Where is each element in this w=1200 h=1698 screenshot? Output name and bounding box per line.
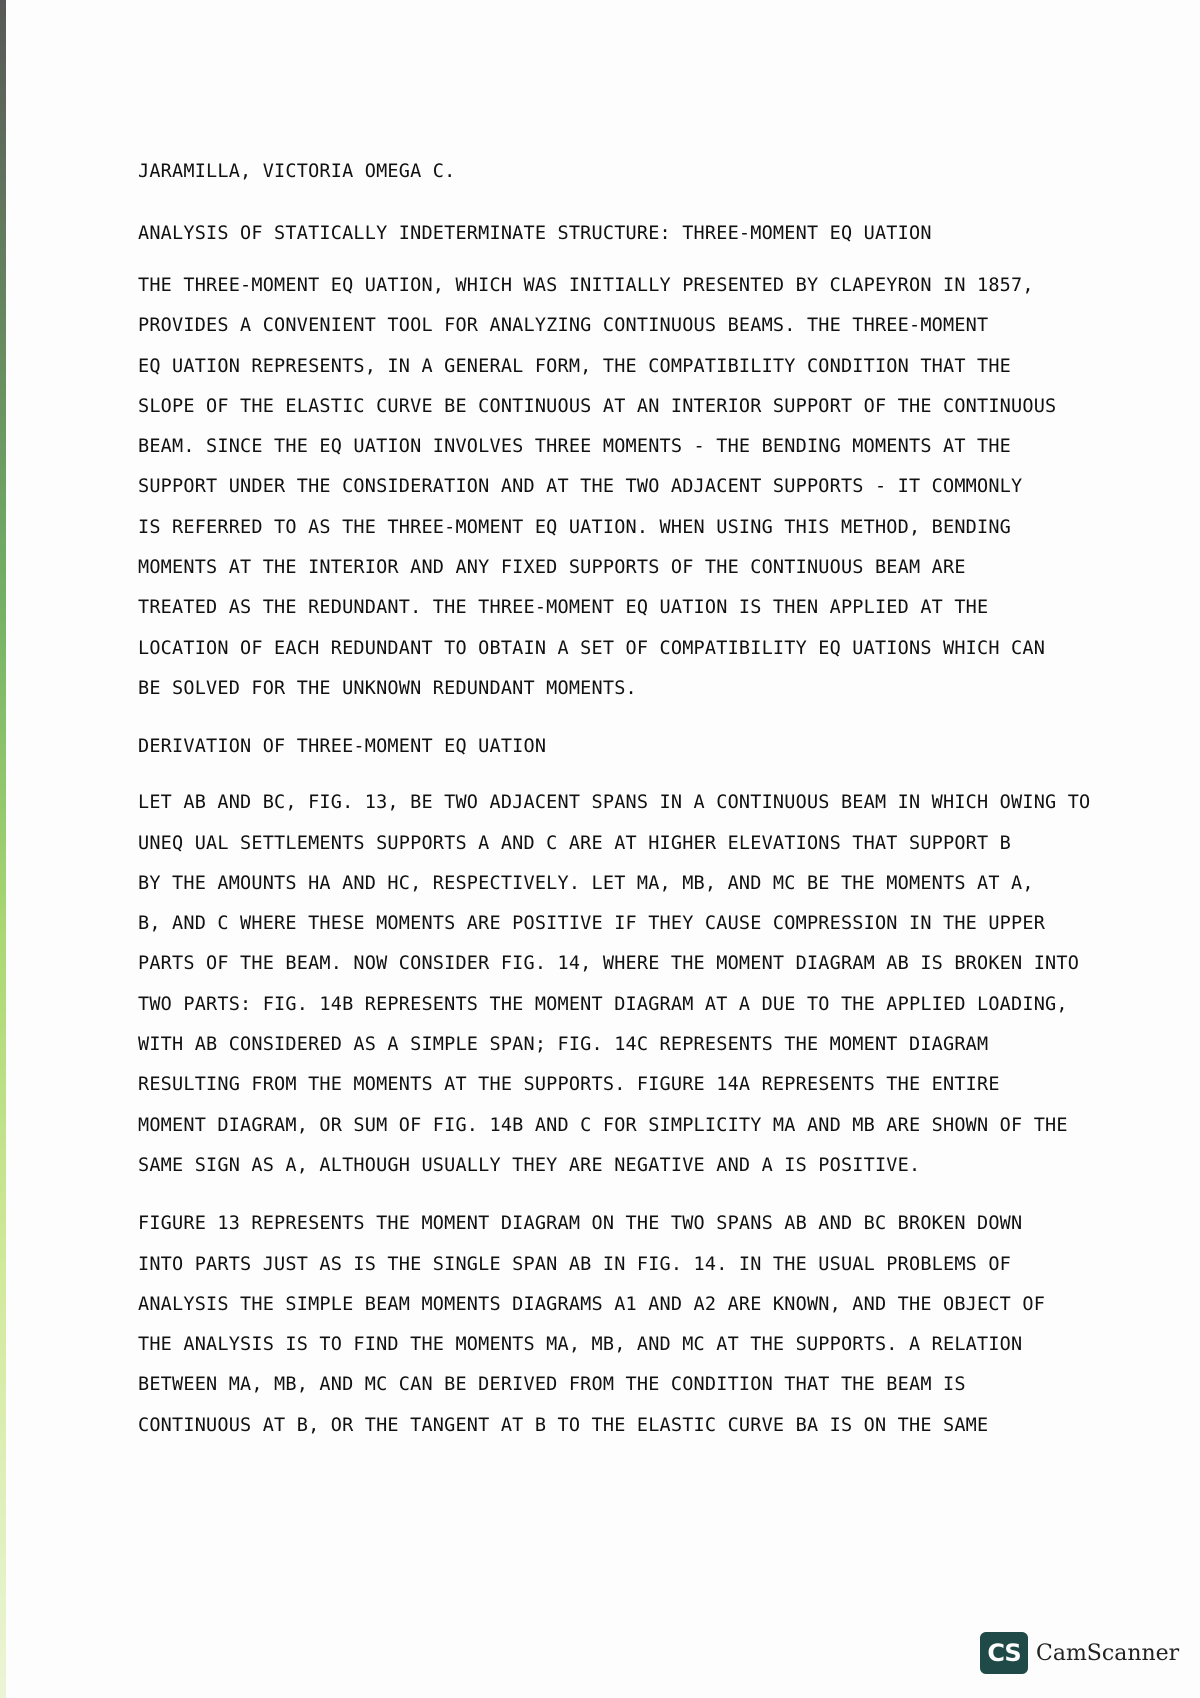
text-line: MOMENT DIAGRAM, OR SUM OF FIG. 14B AND C FOR SIMPLICITY MA AND MB ARE SHOWN OF THE bbox=[138, 1114, 1068, 1136]
paragraph-figure13 bbox=[138, 1204, 1068, 1446]
camscanner-logo-icon: CS bbox=[980, 1632, 1028, 1674]
text-line: B, AND C WHERE THESE MOMENTS ARE POSITIVE IF THEY CAUSE COMPRESSION IN THE UPPER bbox=[138, 913, 1046, 935]
section-heading: DERIVATION OF THREE-MOMENT EQ UATION bbox=[138, 736, 547, 758]
text-line: PARTS OF THE BEAM. NOW CONSIDER FIG. 14, WHERE THE MOMENT DIAGRAM AB IS BROKEN INTO bbox=[138, 953, 1080, 975]
text-line: EQ UATION REPRESENTS, IN A GENERAL FORM, THE COMPATIBILITY CONDITION THAT THE bbox=[138, 355, 1012, 377]
text-line: ANALYSIS THE SIMPLE BEAM MOMENTS DIAGRAMS A1 AND A2 ARE KNOWN, AND THE OBJECT OF bbox=[138, 1293, 1046, 1315]
text-line: TWO PARTS: FIG. 14B REPRESENTS THE MOMENT DIAGRAM AT A DUE TO THE APPLIED LOADING, bbox=[138, 993, 1068, 1015]
document-title: ANALYSIS OF STATICALLY INDETERMINATE STRUCTURE: THREE-MOMENT EQ UATION bbox=[138, 223, 932, 244]
text-line: LOCATION OF EACH REDUNDANT TO OBTAIN A SET OF COMPATIBILITY EQ UATIONS WHICH CAN bbox=[138, 637, 1046, 659]
text-line: IS REFERRED TO AS THE THREE-MOMENT EQ UATION. WHEN USING THIS METHOD, BENDING bbox=[138, 516, 1012, 538]
text-line: BY THE AMOUNTS HA AND HC, RESPECTIVELY. LET MA, MB, AND MC BE THE MOMENTS AT A, bbox=[138, 872, 1034, 894]
text-line: THE ANALYSIS IS TO FIND THE MOMENTS MA, MB, AND MC AT THE SUPPORTS. A RELATION bbox=[138, 1334, 1023, 1356]
handwritten-text-block bbox=[138, 152, 1091, 1464]
camscanner-label: CamScanner bbox=[1036, 1640, 1180, 1666]
text-line: MOMENTS AT THE INTERIOR AND ANY FIXED SUPPORTS OF THE CONTINUOUS BEAM ARE bbox=[138, 557, 966, 579]
author-name: JARAMILLA, VICTORIA OMEGA C. bbox=[138, 161, 456, 182]
text-line: INTO PARTS JUST AS IS THE SINGLE SPAN AB IN FIG. 14. IN THE USUAL PROBLEMS OF bbox=[138, 1253, 1012, 1275]
text-line: UNEQ UAL SETTLEMENTS SUPPORTS A AND C ARE AT HIGHER ELEVATIONS THAT SUPPORT B bbox=[138, 832, 1012, 854]
scan-edge-shadow bbox=[0, 0, 6, 1698]
text-line: SLOPE OF THE ELASTIC CURVE BE CONTINUOUS AT AN INTERIOR SUPPORT OF THE CONTINUOUS bbox=[138, 395, 1057, 417]
text-line: WITH AB CONSIDERED AS A SIMPLE SPAN; FIG. 14C REPRESENTS THE MOMENT DIAGRAM bbox=[138, 1034, 989, 1056]
text-line: TREATED AS THE REDUNDANT. THE THREE-MOMENT EQ UATION IS THEN APPLIED AT THE bbox=[138, 597, 989, 619]
text-line: THE THREE-MOMENT EQ UATION, WHICH WAS INITIALLY PRESENTED BY CLAPEYRON IN 1857, bbox=[138, 275, 1034, 296]
text-line: LET AB AND BC, FIG. 13, BE TWO ADJACENT SPANS IN A CONTINUOUS BEAM IN WHICH OWING TO bbox=[138, 792, 1091, 814]
text-line: BETWEEN MA, MB, AND MC CAN BE DERIVED FROM THE CONDITION THAT THE BEAM IS bbox=[138, 1374, 966, 1396]
text-line: RESULTING FROM THE MOMENTS AT THE SUPPORTS. FIGURE 14A REPRESENTS THE ENTIRE bbox=[138, 1074, 1000, 1096]
text-line: SUPPORT UNDER THE CONSIDERATION AND AT THE TWO ADJACENT SUPPORTS - IT COMMONLY bbox=[138, 476, 1023, 498]
text-line: SAME SIGN AS A, ALTHOUGH USUALLY THEY ARE NEGATIVE AND A IS POSITIVE. bbox=[138, 1154, 921, 1176]
text-line: PROVIDES A CONVENIENT TOOL FOR ANALYZING CONTINUOUS BEAMS. THE THREE-MOMENT bbox=[138, 315, 989, 337]
camscanner-watermark bbox=[980, 1632, 1179, 1674]
text-line: BE SOLVED FOR THE UNKNOWN REDUNDANT MOMENTS. bbox=[138, 677, 637, 699]
text-line: BEAM. SINCE THE EQ UATION INVOLVES THREE MOMENTS - THE BENDING MOMENTS AT THE bbox=[138, 436, 1012, 458]
paragraph-derivation bbox=[138, 783, 1091, 1186]
text-line: FIGURE 13 REPRESENTS THE MOMENT DIAGRAM ON THE TWO SPANS AB AND BC BROKEN DOWN bbox=[138, 1213, 1023, 1235]
paragraph-intro bbox=[138, 266, 1068, 709]
text-line: CONTINUOUS AT B, OR THE TANGENT AT B TO THE ELASTIC CURVE BA IS ON THE SAME bbox=[138, 1414, 989, 1436]
